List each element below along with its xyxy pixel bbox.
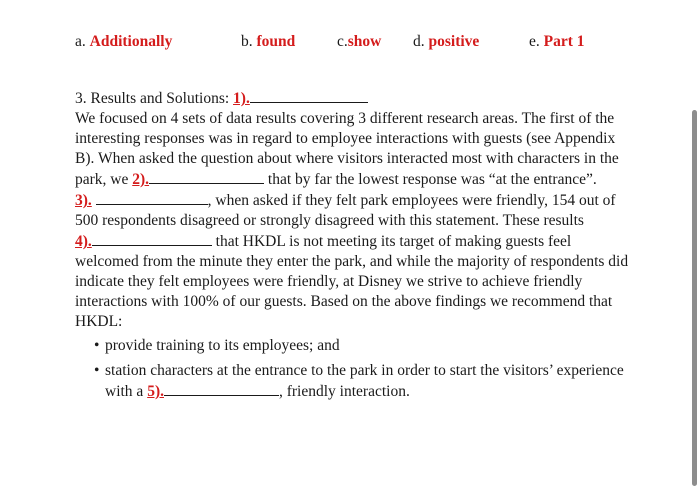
blank-3-label: 3).: [75, 192, 92, 209]
blank-4[interactable]: [92, 231, 212, 246]
section-heading: 3. Results and Solutions: 1).: [75, 88, 635, 109]
option-e: e. Part 1: [529, 33, 585, 50]
answer-options: [0, 33, 700, 55]
vertical-scrollbar[interactable]: [692, 110, 697, 486]
bullet-icon: •: [94, 337, 100, 354]
blank-5[interactable]: [164, 381, 279, 396]
recommendation-list: [75, 336, 635, 402]
option-c: c.show: [337, 33, 382, 50]
option-a: a. Additionally: [75, 33, 173, 50]
document-body: [75, 88, 635, 407]
blank-2[interactable]: [149, 169, 264, 184]
blank-1-label: 1).: [233, 90, 250, 107]
list-item: • provide training to its employees; and: [94, 337, 340, 354]
paragraph-2: 3). , when asked if they felt park employees were friendly, 154 out of 500 respondents disagreed or strongly disagreed with this statement. These results: [75, 192, 616, 229]
paragraph-1: We focused on 4 sets of data results covering 3 different research areas. The first of the interesting responses was in regard to employee interactions with guests (see Appendix B). When asked the question about where visitors interacted most with characters in the park, we 2). that by far the lowest response was “at the entrance”.: [75, 110, 619, 188]
option-d: d. positive: [413, 33, 480, 50]
option-b: b. found: [241, 33, 296, 50]
blank-2-label: 2).: [132, 171, 150, 188]
blank-4-label: 4).: [75, 233, 92, 250]
list-item: • station characters at the entrance to the park in order to start the visitors’ experience with a 5). , friendly interaction.: [94, 362, 624, 400]
blank-3[interactable]: [96, 190, 208, 205]
paragraph-3: 4). that HKDL is not meeting its target of making guests feel welcomed from the minute they enter the park, and while the majority of respondents did indicate they felt employees were friendly, at Disney we strive to achieve friendly interactions with 100% of our guests. Based on the above findings we recommend that HKDL:: [75, 233, 629, 330]
blank-1[interactable]: [250, 88, 368, 103]
blank-5-label: 5).: [147, 383, 164, 400]
bullet-icon: •: [94, 362, 100, 379]
